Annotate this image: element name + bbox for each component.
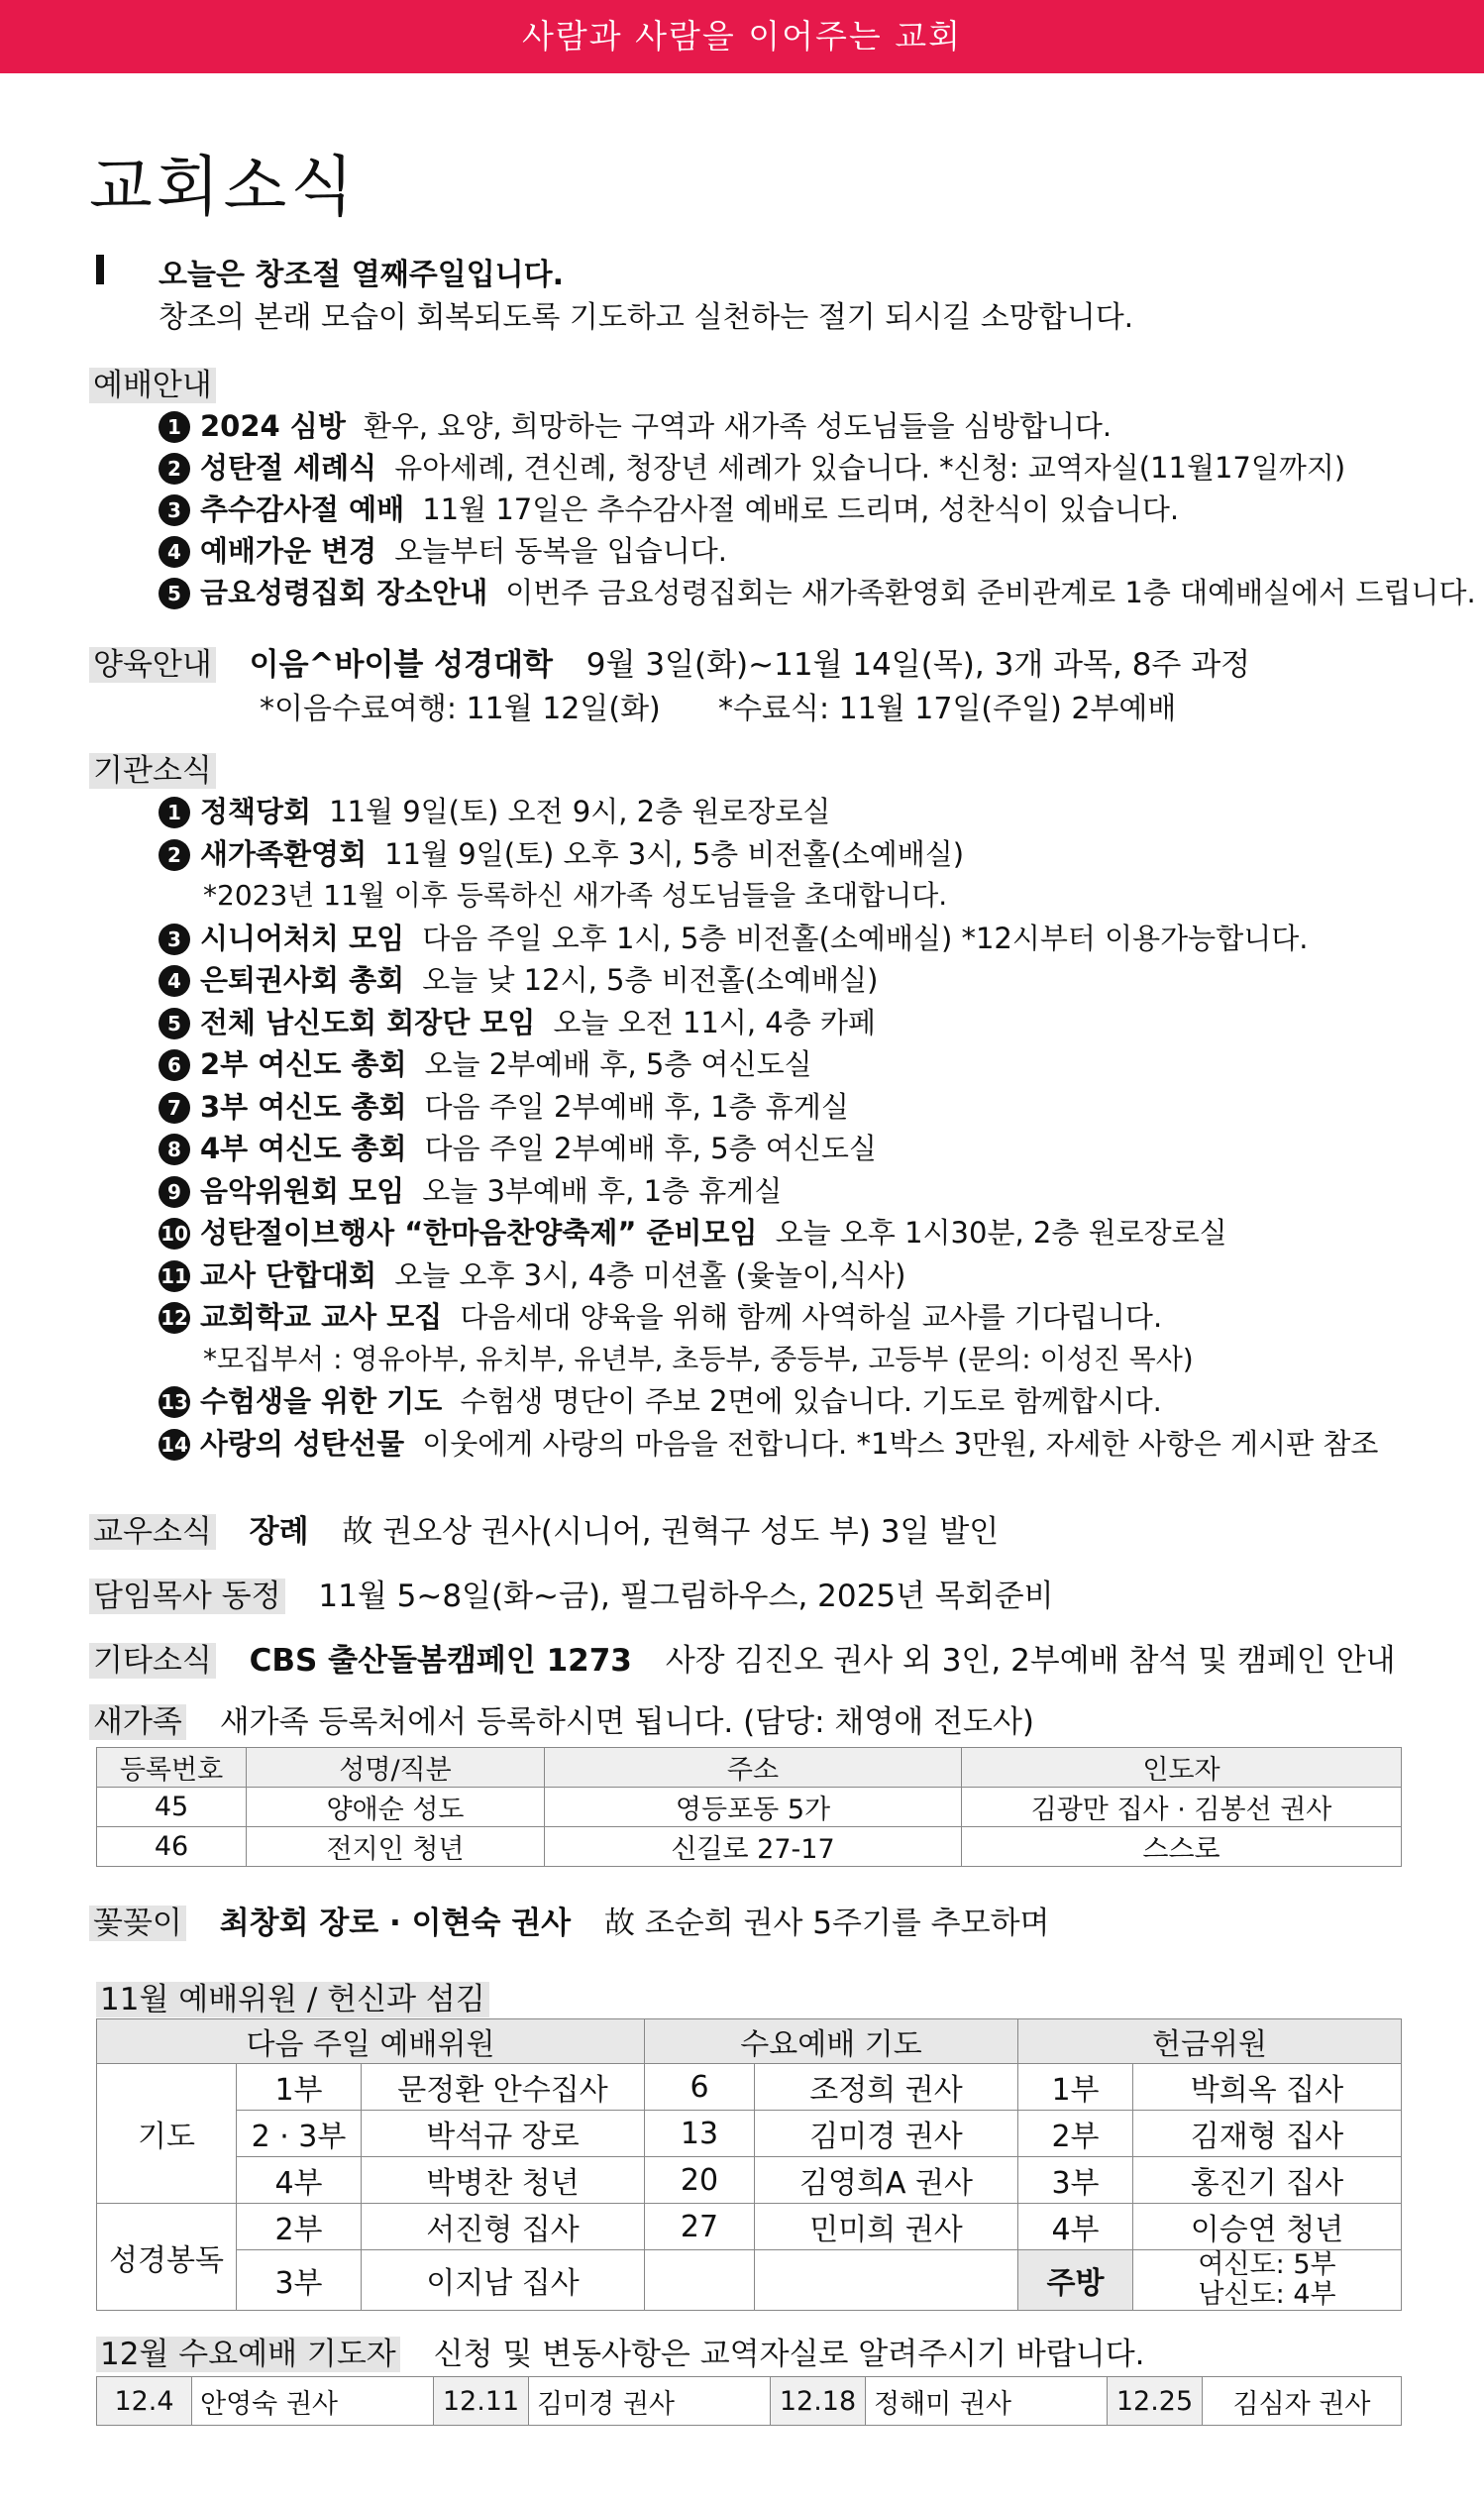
table-cell: 박병찬 청년: [362, 2157, 645, 2204]
number-badge-icon: 8: [159, 1134, 190, 1165]
offering-header: 헌금위원: [1018, 2019, 1402, 2064]
nurture-heading: 양육안내: [89, 647, 216, 683]
item-label: 수험생을 위한 기도: [200, 1384, 443, 1418]
nurture-label: 이음^바이블 성경대학: [249, 647, 553, 683]
nurture-trip: *이음수료여행: 11월 12일(화): [260, 692, 661, 726]
dec-text: 신청 및 변동사항은 교역자실로 알려주시기 바랍니다.: [433, 2337, 1145, 2372]
item-text: 11월 17일은 추수감사절 예배로 드리며, 성찬식이 있습니다.: [422, 492, 1180, 526]
date-cell: 12.18: [771, 2377, 866, 2426]
date-cell: 12.11: [434, 2377, 529, 2426]
number-badge-icon: 13: [159, 1386, 190, 1418]
item-label: 금요성령집회 장소안내: [200, 576, 488, 609]
number-badge-icon: 4: [159, 536, 190, 568]
table-cell: 박석규 장로: [362, 2111, 645, 2157]
table-cell: 20: [645, 2157, 755, 2204]
number-badge-icon: 3: [159, 924, 190, 955]
col-header: 등록번호: [97, 1748, 247, 1788]
table-cell: 신길로 27-17: [545, 1827, 962, 1867]
table-cell: 이승연 청년: [1133, 2204, 1402, 2250]
table-cell: [755, 2250, 1018, 2311]
etc-heading: 기타소식: [89, 1643, 216, 1679]
number-badge-icon: 1: [159, 411, 190, 443]
table-cell: 27: [645, 2204, 755, 2250]
table-cell: [645, 2250, 755, 2311]
nurture-graduation: *수료식: 11월 17일(주일) 2부예배: [718, 692, 1177, 726]
pastor-text: 11월 5~8일(화~금), 필그림하우스, 2025년 목회준비: [318, 1579, 1054, 1614]
table-row: [97, 1827, 1402, 1867]
table-cell: 박희옥 집사: [1133, 2064, 1402, 2111]
col-header: 인도자: [962, 1748, 1402, 1788]
number-badge-icon: 2: [159, 453, 190, 485]
table-row: [97, 2377, 1402, 2426]
item-text: 유아세례, 견신례, 청장년 세례가 있습니다. *신청: 교역자실(11월17일까지): [394, 451, 1346, 485]
item-label: 성탄절 세례식: [200, 451, 377, 485]
number-badge-icon: 12: [159, 1302, 190, 1334]
number-badge-icon: 6: [159, 1049, 190, 1081]
list-item: [159, 1422, 1378, 1463]
number-badge-icon: 9: [159, 1176, 190, 1208]
flowers-text: 故 조순희 권사 5주기를 추모하며: [603, 1906, 1050, 1941]
name-cell: 안영숙 권사: [192, 2377, 434, 2426]
item-label: 시니어처치 모임: [200, 921, 405, 955]
item-label: 4부 여신도 총회: [200, 1132, 407, 1165]
table-cell: 45: [97, 1788, 247, 1827]
list-item: [159, 446, 1345, 487]
flowers-row: [89, 1898, 1049, 1942]
pastor-row: [89, 1571, 1054, 1615]
committee-heading: 11월 예배위원 / 헌신과 섬김: [96, 1982, 489, 2017]
item-text: 오늘 오전 11시, 4층 카페: [553, 1005, 877, 1039]
table-cell: 조정희 권사: [755, 2064, 1018, 2111]
table-cell: 2부: [1018, 2111, 1133, 2157]
item-text: 환우, 요양, 희망하는 구역과 새가족 성도님들을 심방합니다.: [363, 409, 1113, 443]
wednesday-prayer-header: 수요예배 기도: [645, 2019, 1018, 2064]
table-cell: 양애순 성도: [247, 1788, 545, 1827]
nurture-row: [89, 639, 1250, 684]
item-label: 은퇴권사회 총회: [200, 963, 405, 997]
item-text: 다음 주일 오후 1시, 5층 비전홀(소예배실) *12시부터 이용가능합니다.: [422, 921, 1309, 955]
item-label: 전체 남신도회 회장단 모임: [200, 1005, 536, 1039]
table-cell: 6: [645, 2064, 755, 2111]
table-cell: 13: [645, 2111, 755, 2157]
dec-table: [96, 2376, 1402, 2426]
item-label: 사랑의 성탄선물: [200, 1426, 405, 1461]
alumni-label: 장례: [249, 1514, 309, 1550]
worship-heading: 예배안내: [89, 368, 216, 403]
table-cell: 김재형 집사: [1133, 2111, 1402, 2157]
item-text: 오늘 3부예배 후, 1층 휴게실: [422, 1173, 783, 1208]
alumni-row: [89, 1506, 999, 1551]
item-text: 11월 9일(토) 오전 9시, 2층 원로장로실: [329, 795, 831, 828]
item-text: 11월 9일(토) 오후 3시, 5층 비전홀(소예배실): [384, 836, 965, 871]
table-cell: 김영희A 권사: [755, 2157, 1018, 2204]
next-sunday-header: 다음 주일 예배위원: [97, 2019, 645, 2064]
number-badge-icon: 4: [159, 965, 190, 997]
item-text: 이번주 금요성령집회는 새가족환영회 준비관계로 1층 대예배실에서 드립니다.: [505, 576, 1476, 609]
table-cell: 영등포동 5가: [545, 1788, 962, 1827]
table-cell: 전지인 청년: [247, 1827, 545, 1867]
number-badge-icon: 14: [159, 1429, 190, 1461]
item-text: 다음세대 양육을 위해 함께 사역하실 교사를 기다립니다.: [460, 1300, 1163, 1334]
item-text: 오늘 오후 3시, 4층 미션홀 (윷놀이,식사): [394, 1257, 906, 1292]
item-text: 오늘 낮 12시, 5층 비전홀(소예배실): [422, 963, 879, 997]
number-badge-icon: 7: [159, 1092, 190, 1124]
table-cell: 2 · 3부: [237, 2111, 362, 2157]
name-cell: 김미경 권사: [529, 2377, 771, 2426]
table-cell: 홍진기 집사: [1133, 2157, 1402, 2204]
committee-table: [96, 2018, 1402, 2311]
item-label: 교사 단합대회: [200, 1257, 377, 1292]
item-label: 성탄절이브행사 “한마음찬양축제” 준비모임: [200, 1216, 758, 1250]
list-item: [159, 1085, 849, 1126]
item-text: 이웃에게 사랑의 마음을 전합니다. *1박스 3만원, 자세한 사항은 게시판 참조: [422, 1426, 1379, 1461]
table-cell: 1부: [1018, 2064, 1133, 2111]
prayer-label: 기도: [97, 2064, 237, 2204]
table-cell: 민미희 권사: [755, 2204, 1018, 2250]
kitchen-cell: [1133, 2250, 1402, 2311]
item-label: 예배가운 변경: [200, 534, 377, 568]
item-label: 2024 심방: [200, 409, 346, 443]
number-badge-icon: 1: [159, 797, 190, 828]
item-label: 정책당회: [200, 795, 312, 828]
date-cell: 12.4: [97, 2377, 192, 2426]
table-cell: 46: [97, 1827, 247, 1867]
list-item: [159, 1042, 812, 1083]
item-text: 수험생 명단이 주보 2면에 있습니다. 기도로 함께합시다.: [460, 1384, 1162, 1418]
item-text: 오늘 2부예배 후, 5층 여신도실: [424, 1047, 812, 1081]
item-text: 오늘부터 동복을 입습니다.: [394, 534, 727, 568]
list-item: [159, 958, 878, 999]
item-label: 교회학교 교사 모집: [200, 1300, 443, 1334]
item-text: 오늘 오후 1시30분, 2층 원로장로실: [775, 1216, 1227, 1250]
list-item: [159, 571, 1476, 611]
flowers-label: 최창회 장로 · 이현숙 권사: [219, 1906, 572, 1941]
newfamily-table: [96, 1747, 1402, 1867]
number-badge-icon: 5: [159, 578, 190, 609]
item-text: 다음 주일 2부예배 후, 1층 휴게실: [424, 1089, 849, 1124]
table-cell: 이지남 집사: [362, 2250, 645, 2311]
kitchen-men: 남신도: 4부: [1198, 2279, 1336, 2310]
list-item: [159, 488, 1179, 528]
list-item: [159, 1379, 1162, 1420]
newfamily-text: 새가족 등록처에서 등록하시면 됩니다. (담당: 채영애 전도사): [219, 1704, 1035, 1740]
newfamily-heading: 새가족: [89, 1704, 186, 1740]
table-cell: 서진형 집사: [362, 2204, 645, 2250]
table-cell: 1부: [237, 2064, 362, 2111]
item-label: 추수감사절 예배: [200, 492, 405, 526]
table-cell: 3부: [1018, 2157, 1133, 2204]
col-header: 성명/직분: [247, 1748, 545, 1788]
item-label: 음악위원회 모임: [200, 1173, 405, 1208]
number-badge-icon: 5: [159, 1008, 190, 1039]
agency-heading: 기관소식: [89, 753, 216, 789]
table-cell: 3부: [237, 2250, 362, 2311]
list-item: [159, 1127, 877, 1167]
intro-heading: 오늘은 창조절 열째주일입니다.: [159, 258, 565, 292]
number-badge-icon: 11: [159, 1260, 190, 1292]
list-item: [159, 917, 1308, 957]
etc-label: CBS 출산돌봄캠페인 1273: [249, 1643, 632, 1679]
item-label: 3부 여신도 총회: [200, 1089, 407, 1124]
table-cell: 김미경 권사: [755, 2111, 1018, 2157]
table-cell: 스스로: [962, 1827, 1402, 1867]
item-label: 새가족환영회: [200, 836, 368, 871]
page-title: 교회소식: [89, 149, 359, 225]
newfamily-row: [89, 1696, 1034, 1741]
item-note: *2023년 11월 이후 등록하신 새가족 성도님들을 초대합니다.: [203, 879, 948, 912]
item-text: 다음 주일 2부예배 후, 5층 여신도실: [424, 1132, 877, 1165]
dec-row: [96, 2329, 1145, 2373]
item-note: *모집부서 : 영유아부, 유치부, 유년부, 초등부, 중등부, 고등부 (문의: 이성진 목사): [203, 1342, 1194, 1375]
list-item: [159, 529, 727, 570]
pastor-heading: 담임목사 동정: [89, 1579, 285, 1614]
table-row: [97, 1788, 1402, 1827]
table-cell: 4부: [1018, 2204, 1133, 2250]
alumni-heading: 교우소식: [89, 1514, 216, 1550]
kitchen-label: 주방: [1018, 2250, 1133, 2311]
etc-text: 사장 김진오 권사 외 3인, 2부예배 참석 및 캠페인 안내: [665, 1643, 1396, 1679]
list-item: [159, 1295, 1162, 1336]
flowers-heading: 꽃꽂이: [89, 1906, 186, 1941]
list-item: [159, 1211, 1227, 1252]
intro-marker: [96, 255, 104, 284]
list-item: [159, 1169, 782, 1210]
table-cell: 4부: [237, 2157, 362, 2204]
intro-text: 창조의 본래 모습이 회복되도록 기도하고 실천하는 절기 되시길 소망합니다.: [159, 300, 1134, 335]
kitchen-women: 여신도: 5부: [1198, 2249, 1336, 2280]
list-item: [159, 832, 964, 873]
alumni-text: 故 권오상 권사(시니어, 권혁구 성도 부) 3일 발인: [342, 1514, 1000, 1550]
item-label: 2부 여신도 총회: [200, 1047, 407, 1081]
church-slogan-banner: 사람과 사람을 이어주는 교회: [0, 0, 1484, 73]
number-badge-icon: 2: [159, 839, 190, 871]
list-item: [159, 1253, 905, 1294]
table-cell: 2부: [237, 2204, 362, 2250]
nurture-text: 9월 3일(화)~11월 14일(목), 3개 과목, 8주 과정: [585, 647, 1251, 683]
reading-label: 성경봉독: [97, 2204, 237, 2311]
number-badge-icon: 3: [159, 494, 190, 526]
col-header: 주소: [545, 1748, 962, 1788]
dec-heading: 12월 수요예배 기도자: [96, 2337, 400, 2372]
number-badge-icon: 10: [159, 1218, 190, 1250]
list-item: [159, 1001, 876, 1041]
table-cell: 김광만 집사 · 김봉선 권사: [962, 1788, 1402, 1827]
list-item: [159, 404, 1112, 445]
list-item: [159, 790, 830, 830]
date-cell: 12.25: [1108, 2377, 1203, 2426]
table-cell: 문정환 안수집사: [362, 2064, 645, 2111]
name-cell: 김심자 권사: [1203, 2377, 1402, 2426]
name-cell: 정해미 권사: [866, 2377, 1108, 2426]
etc-row: [89, 1635, 1396, 1680]
